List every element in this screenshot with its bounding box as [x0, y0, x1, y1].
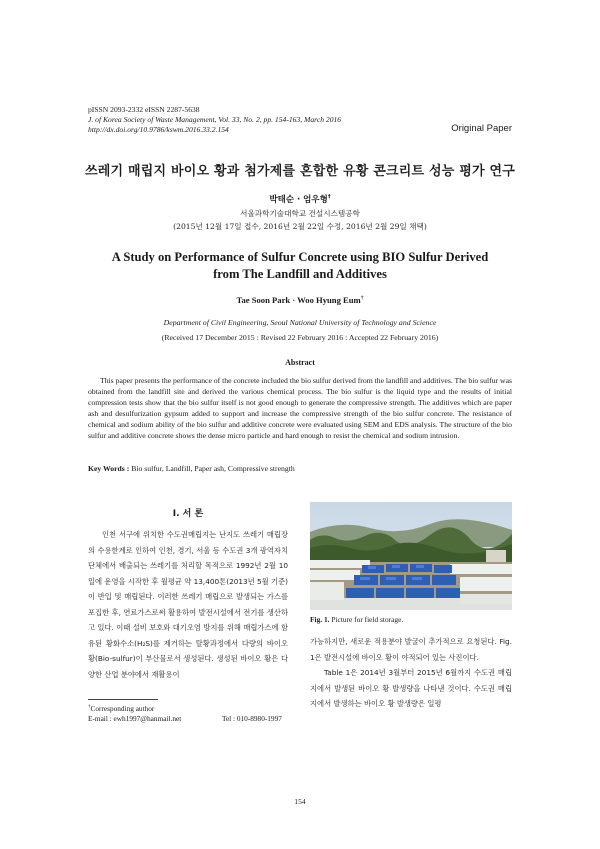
field-storage-photo-image — [310, 502, 512, 610]
introduction-left-column: 인천 서구에 위치한 수도권매립지는 난지도 쓰레기 매립장의 수용한계로 인하여 인천, 경기, 서울 등 수도권 3개 광역자치단체에서 배출되는 쓰레기를 처리할 목적으로 1992년 2월 10일에 운영을 시작한 후 월평균 약 13,400톤(2013년 5월 기준)이 반입 및 매립된다. 이러한 쓰레기 매립으로 발생되는 가스를 포집한 후, 연료가스로써 활용하여 발전시설에서 전기를 생산하고 있다. 이때 설비 보호와 대기오염 방지를 위해 매립가스에 함유된 황화수소(H₂S)를 제거하는 탈황과정에서 다량의 바이오 황(Bio-sulfur)이 부산물로서 생성된다. 생성된 바이오 황은 다양한 산업 분야에서 재활용이 — [88, 530, 288, 679]
korean-author-mark: † — [327, 194, 331, 201]
field-storage-photo — [310, 502, 512, 610]
english-author-mark: † — [360, 295, 364, 302]
english-authors — [60, 295, 540, 305]
korean-authors — [60, 193, 540, 205]
english-author-names: Tae Soon Park · Woo Hyung Eum — [236, 295, 361, 305]
english-affiliation: Department of Civil Engineering, Seoul National University of Technology and Science — [163, 318, 437, 327]
footnote-divider — [88, 699, 158, 700]
figure-caption-text: Picture for field storage. — [331, 615, 404, 624]
introduction-right-paragraph-2: Table 1은 2014년 3월부터 2015년 6월까지 수도권 매립지에서 발생된 바이오 황 발생량을 나타낸 것이다. 수도권 매립지에서 발생하는 바이오 황 발생량은 일평 — [310, 668, 512, 708]
figure-label: Fig. 1. — [310, 615, 330, 624]
keywords-text: Bio sulfur, Landfill, Paper ash, Compressive strength — [131, 464, 295, 473]
english-title-line2: from The Landfill and Additives — [213, 267, 387, 281]
footnote-mark: † — [88, 704, 91, 710]
english-title-line1: A Study on Performance of Sulfur Concrete using BIO Sulfur Derived — [111, 250, 489, 264]
section-heading-introduction: I. 서 론 — [172, 509, 204, 519]
page-number: 154 — [294, 797, 306, 806]
introduction-right-column — [310, 634, 512, 712]
korean-title: 쓰레기 매립지 바이오 황과 첨가제를 혼합한 유황 콘크리트 성능 평가 연구 — [85, 164, 515, 179]
keywords — [88, 464, 295, 473]
issn-line: pISSN 2093-2332 eISSN 2287-5638 — [88, 105, 200, 114]
english-title — [60, 249, 540, 283]
journal-citation: J. of Korea Society of Waste Management, Vol. 33, No. 2, pp. 154-163, March 2016 — [88, 115, 342, 124]
footnote-email: E-mail : ewh1997@hanmail.net — [88, 714, 182, 723]
footnote-tel: Tel : 010-8980-1997 — [222, 714, 282, 723]
introduction-right-paragraph-1: 가능하지만, 새로운 적용분야 발굴이 추가적으로 요청된다. Fig. 1은 발전시설에 바이오 황이 야적되어 있는 사진이다. — [310, 637, 512, 662]
keywords-label: Key Words : — [88, 464, 130, 473]
english-dates: (Received 17 December 2015 : Revised 22 February 2016 : Accepted 22 February 2016) — [161, 333, 439, 342]
doi-link[interactable]: http://dx.doi.org/10.9786/kswm.2016.33.2.154 — [88, 125, 229, 134]
footnote-corresponding — [88, 704, 154, 713]
figure-caption — [310, 615, 403, 624]
footnote-label: Corresponding author — [90, 704, 155, 713]
korean-dates: (2015년 12월 17일 접수, 2016년 2월 22일 수정, 2016년 2월 29일 채택) — [173, 222, 427, 231]
abstract-text: This paper presents the performance of the concrete included the bio sulfur derived from the landfill and additives. The bio sulfur was obtained from the landfill site and derived the various chemical process. The bio sulfur is the liquid type and the results of initial compression tests show that the bio sulfur itself is not good enough to generate the compressive strength. The additives which are paper ash and desulfurization gypsum added to support and increase the compressive strength of the bio sulfur concrete. The resistance of chemical and sodium ability of the bio sulfur and additive concrete were evaluated using SEM and EDS analysis. The structure of the bio sulfur and additive concrete shows the dense micro particle and hard enough to resist the chemical and sodium intrusion. — [88, 376, 512, 441]
korean-affiliation: 서울과학기술대학교 건설시스템공학 — [240, 209, 360, 218]
korean-author-names: 박태순 · 엄우형 — [269, 195, 328, 205]
abstract-heading: Abstract — [285, 358, 315, 367]
paper-type-label: Original Paper — [451, 123, 512, 134]
